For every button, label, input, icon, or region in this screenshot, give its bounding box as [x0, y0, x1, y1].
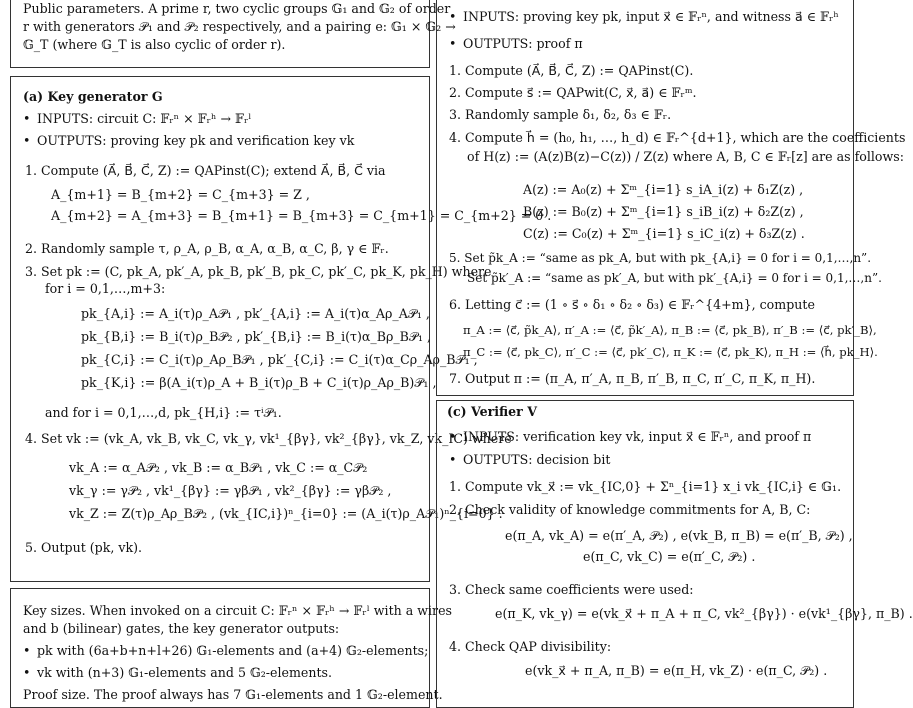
- keygen-eq3d: pk_{K,i} := β(A_i(τ)ρ_A + B_i(τ)ρ_B + C_i(τ)ρ_Aρ_B)𝒫₁ ,: [81, 375, 437, 390]
- keygen-inputs: • INPUTS: circuit C: 𝔽ᵣⁿ × 𝔽ᵣʰ → 𝔽ᵣˡ: [37, 111, 251, 126]
- prover-step4b: of H(z) := (A(z)B(z)−C(z)) / Z(z) where A, B, C ∈ 𝔽ᵣ[z] are as follows:: [467, 149, 904, 164]
- keysizes-line2: and b (bilinear) gates, the key generator outputs:: [23, 621, 340, 636]
- verifier-step2: 2. Check validity of knowledge commitments for A, B, C:: [449, 502, 811, 517]
- prover-eq4a: A(z) := A₀(z) + Σᵐ_{i=1} s_iA_i(z) + δ₁Z(z) ,: [523, 182, 804, 197]
- verifier-step1: 1. Compute vk_x⃗ := vk_{IC,0} + Σⁿ_{i=1} x_i vk_{IC,i} ∈ 𝔾₁.: [449, 479, 842, 494]
- prover-eq4b: B(z) := B₀(z) + Σᵐ_{i=1} s_iB_i(z) + δ₂Z(z) ,: [523, 204, 804, 219]
- prover-step1: 1. Compute (A⃗, B⃗, C⃗, Z) := QAPinst(C).: [449, 63, 694, 78]
- verifier-outputs: • OUTPUTS: decision bit: [463, 452, 610, 467]
- public-params-line1: Public parameters. A prime r, two cyclic groups 𝔾₁ and 𝔾₂ of order: [23, 1, 451, 16]
- verifier-step3: 3. Check same coefficients were used:: [449, 582, 694, 597]
- prover-step5a: 5. Set p̃k_A := “same as pk_A, but with pk_{A,i} = 0 for i = 0,1,…,n”.: [449, 251, 872, 265]
- keysizes-line3: Proof size. The proof always has 7 𝔾₁-elements and 1 𝔾₂-element.: [23, 687, 443, 702]
- prover-eq6b: π_C := ⟨c⃗, pk_C⟩, π′_C := ⟨c⃗, pk′_C⟩, π_K := ⟨c⃗, pk_K⟩, π_H := ⟨h⃗, pk_H⟩.: [463, 345, 878, 359]
- verifier-eq2a: e(π_A, vk_A) = e(π′_A, 𝒫₂) , e(vk_B, π_B) = e(π′_B, 𝒫₂) ,: [505, 528, 853, 543]
- prover-eq4c: C(z) := C₀(z) + Σᵐ_{i=1} s_iC_i(z) + δ₃Z(z) .: [523, 226, 805, 241]
- keysizes-bullet2: • vk with (n+3) 𝔾₁-elements and 5 𝔾₂-elements.: [37, 665, 332, 680]
- keygen-step3a: 3. Set pk := (C, pk_A, pk′_A, pk_B, pk′_B, pk_C, pk′_C, pk_K, pk_H) where: [25, 264, 492, 279]
- verifier-panel: [436, 400, 913, 708]
- prover-outputs: • OUTPUTS: proof π: [463, 36, 583, 51]
- keysizes-line1: Key sizes. When invoked on a circuit C: 𝔽ᵣⁿ × 𝔽ᵣʰ → 𝔽ᵣˡ with a wires: [23, 603, 452, 618]
- keygen-title: (a) Key generator G: [23, 89, 163, 104]
- keygen-eq1a: A_{m+1} = B_{m+2} = C_{m+3} = Z ,: [51, 187, 310, 202]
- prover-panel: [436, 0, 906, 396]
- verifier-eq4: e(vk_x⃗ + π_A, π_B) = e(π_H, vk_Z) · e(π_C, 𝒫₂) .: [525, 663, 828, 678]
- prover-inputs: • INPUTS: proving key pk, input x⃗ ∈ 𝔽ᵣⁿ, and witness a⃗ ∈ 𝔽ᵣʰ: [463, 9, 839, 24]
- prover-step7: 7. Output π := (π_A, π′_A, π_B, π′_B, π_C, π′_C, π_K, π_H).: [449, 371, 816, 386]
- keygen-eq3b: pk_{B,i} := B_i(τ)ρ_B𝒫₂ , pk′_{B,i} := B_i(τ)α_Bρ_B𝒫₁ ,: [81, 329, 432, 344]
- prover-step4a: 4. Compute h⃗ = (h₀, h₁, …, h_d) ∈ 𝔽ᵣ^{d+1}, which are the coefficients: [449, 130, 906, 145]
- public-params-line2: r with generators 𝒫₁ and 𝒫₂ respectively, and a pairing e: 𝔾₁ × 𝔾₂ →: [23, 19, 456, 34]
- keygen-step3c: and for i = 0,1,…,d, pk_{H,i} := τⁱ𝒫₁.: [45, 405, 282, 420]
- prover-step2: 2. Compute s⃗ := QAPwit(C, x⃗, a⃗) ∈ 𝔽ᵣᵐ.: [449, 85, 697, 100]
- prover-step3: 3. Randomly sample δ₁, δ₂, δ₃ ∈ 𝔽ᵣ.: [449, 107, 672, 122]
- keygen-step4: 4. Set vk := (vk_A, vk_B, vk_C, vk_γ, vk¹_{βγ}, vk²_{βγ}, vk_Z, vk_IC) where: [25, 431, 512, 446]
- key-sizes-panel: [10, 588, 452, 708]
- keygen-eq4b: vk_γ := γ𝒫₂ , vk¹_{βγ} := γβ𝒫₁ , vk²_{βγ} := γβ𝒫₂ ,: [69, 483, 392, 498]
- keygen-eq3c: pk_{C,i} := C_i(τ)ρ_Aρ_B𝒫₁ , pk′_{C,i} := C_i(τ)α_Cρ_Aρ_B𝒫₁ ,: [81, 352, 478, 367]
- verifier-eq2b: e(π_C, vk_C) = e(π′_C, 𝒫₂) .: [583, 549, 756, 564]
- prover-step5b: Set p̃k′_A := “same as pk′_A, but with pk′_{A,i} = 0 for i = 0,1,…,n”.: [467, 271, 882, 285]
- keygen-step3b: for i = 0,1,…,m+3:: [45, 281, 166, 296]
- keygen-eq1b: A_{m+2} = A_{m+3} = B_{m+1} = B_{m+3} = C_{m+1} = C_{m+2} = 0 .: [51, 208, 552, 223]
- keygen-step1: 1. Compute (A⃗, B⃗, C⃗, Z) := QAPinst(C); extend A⃗, B⃗, C⃗ via: [25, 163, 386, 178]
- keygen-eq4c: vk_Z := Z(τ)ρ_Aρ_B𝒫₂ , (vk_{IC,i})ⁿ_{i=0} := (A_i(τ)ρ_A𝒫₁)ⁿ_{i=0} .: [69, 506, 503, 521]
- public-params-line3: 𝔾_T (where 𝔾_T is also cyclic of order r).: [23, 37, 286, 52]
- public-parameters-panel: [10, 0, 456, 68]
- keygen-outputs: • OUTPUTS: proving key pk and verification key vk: [37, 133, 354, 148]
- keygen-step2: 2. Randomly sample τ, ρ_A, ρ_B, α_A, α_B, α_C, β, γ ∈ 𝔽ᵣ.: [25, 241, 389, 256]
- verifier-title: (c) Verifier V: [447, 404, 537, 419]
- keygen-eq3a: pk_{A,i} := A_i(τ)ρ_A𝒫₁ , pk′_{A,i} := A_i(τ)α_Aρ_A𝒫₁ ,: [81, 306, 430, 321]
- prover-step6: 6. Letting c⃗ := (1 ∘ s⃗ ∘ δ₁ ∘ δ₂ ∘ δ₃) ∈ 𝔽ᵣ^{4+m}, compute: [449, 297, 815, 312]
- verifier-inputs: • INPUTS: verification key vk, input x⃗ ∈ 𝔽ᵣⁿ, and proof π: [463, 429, 811, 444]
- verifier-eq3: e(π_K, vk_γ) = e(vk_x⃗ + π_A + π_C, vk²_{βγ}) · e(vk¹_{βγ}, π_B) .: [495, 606, 913, 621]
- prover-eq6a: π_A := ⟨c⃗, p̃k_A⟩, π′_A := ⟨c⃗, p̃k′_A⟩, π_B := ⟨c⃗, pk_B⟩, π′_B := ⟨c⃗, pk′_B⟩,: [463, 323, 877, 337]
- keysizes-bullet1: • pk with (6a+b+n+l+26) 𝔾₁-elements and (a+4) 𝔾₂-elements;: [37, 643, 428, 658]
- keygen-step5: 5. Output (pk, vk).: [25, 540, 143, 555]
- keygen-eq4a: vk_A := α_A𝒫₂ , vk_B := α_B𝒫₁ , vk_C := α_C𝒫₂: [69, 460, 368, 475]
- verifier-step4: 4. Check QAP divisibility:: [449, 639, 612, 654]
